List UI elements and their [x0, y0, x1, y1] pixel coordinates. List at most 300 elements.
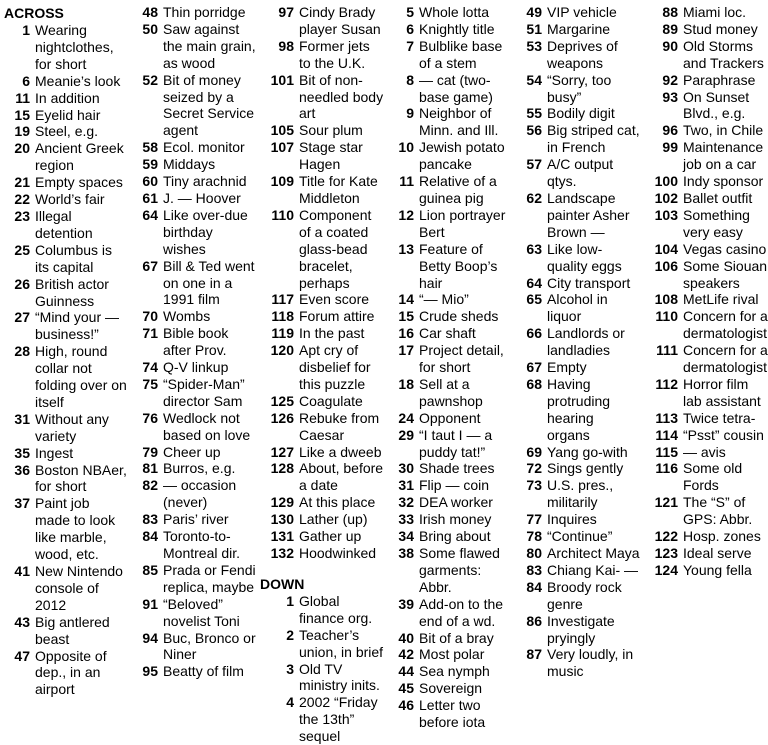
clue-number: 124: [654, 561, 678, 578]
clue-text: Like low-quality eggs: [547, 240, 622, 274]
clue-text: Landscape painter Asher Brown —: [547, 189, 630, 240]
clue: [384, 241, 512, 292]
clue: [640, 4, 768, 21]
clue-number: 53: [526, 37, 542, 54]
clue-number: 126: [270, 409, 294, 426]
clue: [512, 4, 640, 21]
clue-text: Stage star Hagen: [299, 139, 363, 173]
clue: [128, 477, 256, 511]
clue: [384, 308, 512, 325]
clue-number: 58: [142, 139, 158, 156]
clue-text: Sell at a pawnshop: [419, 375, 483, 409]
clue: [512, 511, 640, 528]
clue-text: Horror film lab assistant: [683, 375, 761, 409]
clue-text: The “S” of GPS: Abbr.: [683, 494, 753, 528]
clue-number: 17: [398, 342, 414, 359]
clue-text: Concern for a dermatologist: [683, 342, 768, 376]
clue-number: 18: [398, 375, 414, 392]
clue: [0, 140, 128, 174]
clue-number: 97: [278, 4, 294, 20]
clue: [384, 4, 512, 21]
clue-number: 49: [526, 4, 542, 20]
clue: [384, 511, 512, 528]
clue-number: 91: [142, 595, 158, 612]
clue-number: 120: [270, 342, 294, 359]
clue-number: 48: [142, 4, 158, 20]
clue: [640, 376, 768, 410]
clue-number: 99: [662, 139, 678, 156]
clue-number: 107: [270, 139, 294, 156]
clue: [640, 410, 768, 427]
clue: [128, 207, 256, 258]
clue-text: “I taut I — a puddy tat!”: [419, 426, 493, 460]
clue-number: 42: [398, 646, 414, 663]
clue-number: 36: [14, 461, 30, 478]
clue-text: Bring about: [419, 528, 491, 545]
clue-text: Eyelid hair: [35, 106, 101, 123]
clue-text: J. — Hoover: [163, 189, 241, 206]
clue: [128, 258, 256, 309]
clue-number: 69: [526, 443, 542, 460]
clue: [256, 410, 384, 444]
clue-text: Lather (up): [299, 511, 368, 528]
clue-text: Old TV ministry inits.: [299, 660, 380, 694]
clue-text: Margarine: [547, 20, 611, 37]
clue: [384, 105, 512, 139]
clue-text: Without any variety: [35, 410, 109, 444]
clue-text: Bit of non-needled body art: [299, 71, 384, 122]
clue-column-2: [128, 4, 256, 680]
clue: [256, 444, 384, 461]
clue: [256, 593, 384, 627]
clue: [384, 697, 512, 731]
clue-number: 1: [286, 592, 294, 609]
clue-number: 6: [22, 72, 30, 89]
clue: [256, 207, 384, 292]
clue-number: 15: [398, 308, 414, 325]
clue-number: 60: [142, 173, 158, 190]
clue: [256, 393, 384, 410]
clue-text: Inquires: [547, 511, 597, 528]
clue-number: 94: [142, 629, 158, 646]
clue-text: Architect Maya: [547, 545, 640, 561]
clue-number: 118: [271, 308, 294, 325]
clue: [512, 477, 640, 511]
clue-text: Indy sponsor: [683, 173, 764, 190]
clue-text: City transport: [547, 274, 631, 291]
clue-text: “Beloved” novelist Toni: [163, 595, 240, 629]
clue: [0, 191, 128, 208]
clue-number: 108: [654, 291, 678, 308]
clue-number: 19: [14, 123, 30, 140]
clue-number: 116: [655, 460, 678, 477]
clue-text: Big striped cat, in French: [547, 122, 640, 156]
clue: [384, 528, 512, 545]
clue-text: Component of a coated glass-bead bracelet, perhaps: [299, 206, 372, 291]
section-gap: [256, 562, 384, 575]
clue-text: “Mind your — business!”: [35, 309, 120, 343]
clue-text: Sea nymph: [419, 663, 490, 680]
clue-number: 4: [286, 694, 294, 711]
clue-number: 57: [526, 156, 542, 173]
clue-text: Something very easy: [683, 206, 750, 240]
clue-number: 25: [14, 241, 30, 258]
clue: [384, 545, 512, 596]
clue-text: — avis: [683, 443, 726, 460]
clue: [128, 562, 256, 596]
clue-text: Very loudly, in music: [547, 646, 634, 680]
clue: [256, 661, 384, 695]
clue-text: Alcohol in liquor: [547, 291, 608, 325]
clue-text: Irish money: [419, 511, 492, 528]
clue-number: 79: [142, 443, 158, 460]
clue-text: Forum attire: [299, 308, 375, 325]
clue: [256, 511, 384, 528]
clue-text: Teacher’s union, in brief: [299, 626, 384, 660]
clue: [384, 207, 512, 241]
clue-text: U.S. pres., militarily: [547, 477, 614, 511]
clue-text: Cindy Brady player Susan: [299, 4, 381, 37]
clue-text: World’s fair: [35, 191, 105, 208]
clue-number: 96: [662, 122, 678, 139]
clue-text: In the past: [299, 325, 365, 342]
clue-list: [256, 593, 384, 745]
clue: [128, 359, 256, 376]
clue: [384, 72, 512, 106]
clue: [0, 309, 128, 343]
clue-text: 2002 “Friday the 13th” sequel: [299, 694, 378, 745]
clue: [128, 630, 256, 664]
clue-number: 65: [526, 291, 542, 308]
clue-number: 16: [398, 325, 414, 342]
clue-text: Q-V linkup: [163, 359, 229, 376]
clue-text: Opponent: [419, 409, 481, 426]
clue: [128, 460, 256, 477]
clue-number: 3: [286, 660, 294, 677]
clue-number: 71: [142, 325, 158, 342]
clue: [0, 208, 128, 242]
clue-list: [256, 4, 384, 562]
clue-number: 35: [14, 444, 30, 461]
clue-text: Feature of Betty Boop’s hair: [419, 240, 498, 291]
clue-text: Sour plum: [299, 122, 363, 139]
clue-text: Bodily digit: [547, 105, 615, 122]
clue: [128, 308, 256, 325]
clue-column-3: [256, 4, 384, 745]
clue-number: 113: [655, 409, 678, 426]
clue-text: Global finance org.: [299, 592, 373, 626]
clue-number: 50: [142, 20, 158, 37]
clue-text: In addition: [35, 89, 100, 106]
clue: [384, 38, 512, 72]
clue: [256, 173, 384, 207]
clue-number: 56: [526, 122, 542, 139]
clue-text: Some old Fords: [683, 460, 743, 494]
clue-number: 66: [526, 325, 542, 342]
clue: [512, 241, 640, 275]
clue-number: 73: [526, 477, 542, 494]
clue-number: 112: [655, 375, 678, 392]
clue-list: [512, 4, 640, 680]
clue-text: Ancient Greek region: [35, 140, 124, 174]
clue-text: Some flawed garments: Abbr.: [419, 545, 500, 595]
clue: [128, 410, 256, 444]
clue-number: 47: [14, 647, 30, 664]
clue: [0, 276, 128, 310]
clue-text: Beatty of film: [163, 663, 244, 680]
clue-number: 88: [662, 4, 678, 20]
clue-text: Twice tetra-: [683, 409, 756, 426]
clue-column-6: [640, 4, 768, 579]
clue-text: Boston NBAer, for short: [35, 461, 127, 495]
clue: [128, 139, 256, 156]
clue-number: 70: [142, 308, 158, 325]
clue-number: 5: [406, 4, 414, 20]
clue-text: Former jets to the U.K.: [299, 37, 370, 71]
clue: [640, 173, 768, 190]
clue-text: Having protruding hearing organs: [547, 375, 611, 443]
clue-number: 132: [270, 545, 294, 561]
clue-text: Whole lotta: [419, 4, 490, 20]
clue-text: Like over-due birthday wishes: [163, 206, 248, 257]
clue-number: 12: [398, 206, 414, 223]
clue-text: Apt cry of disbelief for this puzzle: [299, 342, 371, 392]
clue-number: 64: [142, 206, 158, 223]
clue-text: Ecol. monitor: [163, 139, 245, 156]
clue-number: 26: [14, 275, 30, 292]
clue-number: 115: [655, 443, 678, 460]
clue-text: Wedlock not based on love: [163, 409, 251, 443]
clue-text: Bill & Ted went on one in a 1991 film: [163, 257, 255, 308]
clue: [512, 72, 640, 106]
clue-text: Flip — coin: [419, 477, 490, 494]
clue-text: Hoodwinked: [299, 545, 377, 561]
clue-number: 106: [654, 257, 678, 274]
clue-number: 114: [655, 426, 678, 443]
clue: [256, 72, 384, 123]
clue: [512, 646, 640, 680]
clue-number: 117: [271, 291, 294, 308]
clue-text: Two, in Chile: [683, 122, 764, 139]
clue-text: Big antlered beast: [35, 613, 110, 647]
clue-text: Bit of money seized by a Secret Service agent: [163, 71, 255, 139]
clue-number: 98: [278, 37, 294, 54]
clue-column-5: [512, 4, 640, 680]
clue-number: 23: [14, 207, 30, 224]
clue-number: 32: [398, 494, 414, 511]
clue-text: “Spider-Man” director Sam: [163, 375, 245, 409]
clue-number: 109: [270, 173, 294, 190]
clue-text: About, before a date: [299, 460, 384, 494]
clue-text: Young fella: [683, 561, 752, 578]
clue: [640, 139, 768, 173]
clue-text: High, round collar not folding over on itself: [35, 343, 127, 410]
clue: [128, 528, 256, 562]
clue-number: 40: [398, 629, 414, 646]
clue-text: Sovereign: [419, 680, 483, 697]
clue: [128, 325, 256, 359]
clue-number: 39: [398, 595, 414, 612]
clue: [512, 122, 640, 156]
clue-number: 20: [14, 140, 30, 157]
clue-number: 90: [662, 37, 678, 54]
clue: [0, 411, 128, 445]
clue: [128, 444, 256, 461]
clue-number: 44: [398, 663, 414, 680]
clue-text: Rebuke from Caesar: [299, 409, 380, 443]
clue: [640, 427, 768, 444]
clue-number: 11: [399, 173, 414, 190]
clue: [128, 4, 256, 21]
clue: [384, 342, 512, 376]
clue: [0, 495, 128, 563]
clue-text: On Sunset Blvd., e.g.: [683, 88, 750, 122]
clue-number: 29: [398, 426, 414, 443]
clue: [256, 494, 384, 511]
clue-text: Steel, e.g.: [35, 123, 99, 140]
clue-list: [384, 4, 512, 731]
clue-number: 8: [406, 71, 414, 88]
clue: [512, 38, 640, 72]
clue-text: Columbus is its capital: [35, 241, 113, 275]
clue: [128, 21, 256, 72]
clue-text: “— Mio”: [419, 291, 469, 308]
clue-text: Maintenance job on a car: [683, 139, 764, 173]
clue-text: Title for Kate Middleton: [299, 173, 378, 206]
clue-number: 31: [14, 410, 30, 427]
clue-number: 101: [270, 71, 294, 88]
clue: [128, 596, 256, 630]
clue-number: 103: [654, 206, 678, 223]
clue: [384, 21, 512, 38]
clue-number: 93: [662, 88, 678, 105]
clue-text: — cat (two-base game): [419, 71, 493, 105]
clue-number: 89: [662, 20, 678, 37]
clue: [256, 139, 384, 173]
clue-text: Yang go-with: [547, 443, 628, 460]
clue: [384, 680, 512, 697]
clue-number: 100: [654, 173, 678, 190]
clue: [128, 663, 256, 680]
clue-number: 14: [398, 291, 414, 308]
clue-number: 123: [654, 545, 678, 561]
clue-text: Buc, Bronco or Niner: [163, 629, 256, 663]
clue-number: 125: [270, 392, 294, 409]
clue: [512, 579, 640, 613]
down-heading: DOWN: [260, 575, 305, 592]
clue-text: Ballet outfit: [683, 189, 753, 206]
clue: [640, 291, 768, 308]
clue-text: — occasion (never): [163, 477, 237, 511]
clue-text: Cheer up: [163, 443, 221, 460]
clue: [384, 477, 512, 494]
clue-number: 119: [271, 325, 294, 342]
clue-text: Vegas casino: [683, 240, 767, 257]
clue: [256, 4, 384, 38]
clue-number: 21: [14, 174, 30, 191]
clue-list: [640, 4, 768, 579]
clue-number: 45: [398, 680, 414, 697]
clue-text: Investigate pryingly: [547, 612, 615, 646]
clue: [512, 545, 640, 562]
clue-number: 52: [142, 71, 158, 88]
clue: [384, 460, 512, 477]
clue: [0, 343, 128, 411]
clue-number: 84: [526, 578, 542, 595]
clue-number: 9: [406, 105, 414, 122]
clue-number: 31: [398, 477, 414, 494]
clue-text: Chiang Kai- —: [547, 561, 639, 578]
clue-number: 67: [142, 257, 158, 274]
clue-number: 34: [398, 528, 414, 545]
clue-number: 81: [142, 460, 158, 477]
clue: [128, 376, 256, 410]
clue: [512, 21, 640, 38]
clue-text: Thin porridge: [163, 4, 246, 20]
clue-number: 2: [286, 626, 294, 643]
clue: [640, 460, 768, 494]
clue-text: Some Siouan speakers: [683, 257, 768, 291]
clue: [0, 123, 128, 140]
clue-text: Toronto-to-Montreal dir.: [163, 528, 241, 561]
clue-number: 63: [526, 240, 542, 257]
clue: [512, 291, 640, 325]
clue: [512, 190, 640, 241]
clue-text: Tiny arachnid: [163, 173, 247, 190]
clue-number: 64: [526, 274, 542, 291]
clue: [640, 190, 768, 207]
clue-text: Ideal serve: [683, 545, 752, 561]
clue: [0, 22, 128, 73]
clue: [0, 90, 128, 107]
clue-text: Opposite of dep., in an airport: [35, 647, 107, 698]
clue: [640, 562, 768, 579]
clue: [512, 562, 640, 579]
clue-number: 22: [14, 191, 30, 208]
clue: [512, 156, 640, 190]
clue-text: Old Storms and Trackers: [683, 37, 764, 71]
clue: [640, 258, 768, 292]
clue-text: Add-on to the end of a wd.: [419, 595, 504, 629]
clue: [384, 663, 512, 680]
clue: [128, 173, 256, 190]
clue-text: Saw against the main grain, as wood: [163, 20, 256, 71]
clue-text: Broody rock genre: [547, 578, 622, 612]
clue-number: 83: [142, 511, 158, 528]
clue: [128, 72, 256, 140]
clue-number: 110: [655, 308, 678, 325]
clue: [640, 342, 768, 376]
clue-number: 68: [526, 375, 542, 392]
clue-text: Ingest: [35, 444, 74, 461]
clue-text: Car shaft: [419, 325, 476, 342]
clue-text: Bulblike base of a stem: [419, 37, 503, 71]
clue-number: 122: [654, 528, 678, 545]
clue-number: 130: [270, 511, 294, 528]
clue-number: 62: [526, 189, 542, 206]
clue: [0, 462, 128, 496]
clue-text: Like a dweeb: [299, 443, 382, 460]
clue-text: “Sorry, too busy”: [547, 71, 612, 105]
clue: [128, 190, 256, 207]
clue-number: 78: [526, 528, 542, 545]
clue: [256, 308, 384, 325]
clue: [256, 122, 384, 139]
clue-number: 33: [398, 511, 414, 528]
clue-number: 38: [398, 545, 414, 561]
clue-text: “Psst” cousin: [683, 426, 764, 443]
clue: [384, 139, 512, 173]
